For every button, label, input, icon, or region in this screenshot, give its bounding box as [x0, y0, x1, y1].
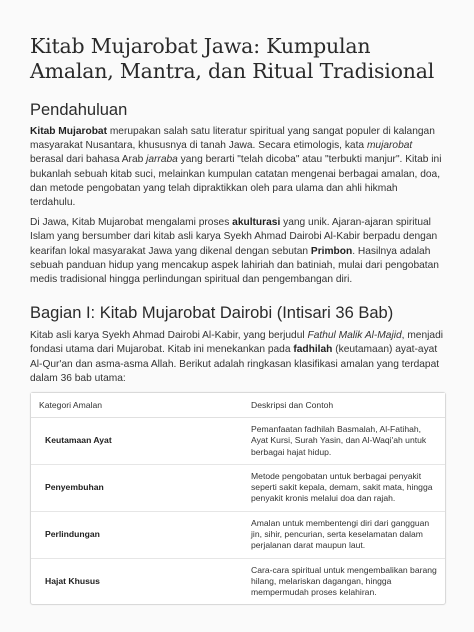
italic-term: jarraba: [146, 154, 178, 166]
table-cell-category: Keutamaan Ayat: [31, 418, 227, 465]
table-header-row: [31, 393, 445, 418]
bold-term: Kitab Mujarobat: [30, 126, 107, 137]
text-run: . Hasilnya adalah sebuah panduan hidup yang mencakup aspek lahiriah dan batiniah, mulai dari pengobatan medis tradisional hingga perlindungan spiritual dan pengembangan diri.: [30, 245, 439, 286]
table-header-description: Deskripsi dan Contoh: [227, 393, 445, 418]
amalan-table: [30, 392, 446, 605]
table-header-category: Kategori Amalan: [31, 393, 227, 418]
table-row: [31, 465, 445, 512]
table-row: [31, 511, 445, 558]
paragraph-bagian-1: [30, 329, 444, 386]
table-cell-description: Pemanfaatan fadhilah Basmalah, Al-Fatihah, Ayat Kursi, Surah Yasin, dan Al-Waqi'ah untuk berbagai hajat hidup.: [227, 418, 445, 465]
text-run: yang berarti "telah dicoba" atau "terbukti manjur". Kitab ini bukanlah sebuah kitab suci, melainkan kumpulan catatan mengenai berbagai amalan, doa, dan metode pengobatan yang telah dipraktikkan oleh para ulama dan ahli hikmah terdahulu.: [30, 154, 442, 209]
bold-term: akulturasi: [232, 217, 281, 229]
table-row: [31, 418, 445, 465]
text-run: merupakan salah satu literatur spiritual yang sangat populer di kalangan masyarakat Nusantara, khususnya di tanah Jawa. Secara etimologis, kata: [30, 126, 435, 152]
text-run: (keutamaan) ayat-ayat Al-Qur'an dan asma-asma Allah. Berikut adalah ringkasan klasifikasi amalan yang terdapat dalam 36 bab utama:: [30, 344, 440, 384]
text-run: Kitab asli karya Syekh Ahmad Dairobi Al-Kabir, yang berjudul: [30, 330, 308, 342]
italic-term: Fathul Malik Al-Majid: [307, 330, 402, 342]
table-cell-description: Amalan untuk membentengi diri dari gangguan jin, sihir, pencurian, serta keselamatan dalam perjalanan darat maupun laut.: [227, 511, 445, 558]
paragraph-pendahuluan-2: [30, 216, 444, 287]
text-run: , menjadi fondasi utama dari Mujarobat. Kitab ini menekankan pada: [30, 330, 443, 356]
text-run: Di Jawa, Kitab Mujarobat mengalami proses: [30, 217, 233, 229]
paragraph-pendahuluan-1: [30, 125, 444, 210]
section-heading-bagian-1: Bagian I: Kitab Mujarobat Dairobi (Intisari 36 Bab): [30, 304, 394, 323]
table-row: [31, 558, 445, 604]
text-run: berasal dari bahasa Arab: [30, 154, 147, 166]
italic-term: mujarobat: [366, 140, 413, 152]
table-cell-description: Cara-cara spiritual untuk mengembalikan barang hilang, melariskan dagangan, hingga mempermudah proses kelahiran.: [251, 564, 437, 598]
bold-term: fadhilah: [293, 344, 333, 356]
document-title: Kitab Mujarobat Jawa: Kumpulan Amalan, Mantra, dan Ritual Tradisional: [30, 34, 435, 83]
table-cell-description: Metode pengobatan untuk berbagai penyakit seperti sakit kepala, demam, sakit mata, hingga penyakit kronis melalui doa dan rajah.: [227, 465, 445, 512]
section-heading-pendahuluan: Pendahuluan: [30, 101, 128, 119]
bold-term: Primbon: [310, 245, 353, 257]
table-cell-category: Penyembuhan: [31, 465, 227, 512]
text-run: yang unik. Ajaran-ajaran spiritual Islam yang bersumber dari kitab asli karya Syekh Ahmad Dairobi Al-Kabir berpadu dengan kearifan lokal masyarakat Jawa yang dikenal dengan sebutan: [30, 217, 438, 257]
table-cell-category: Hajat Khusus: [45, 575, 100, 586]
table-cell-category: Perlindungan: [31, 511, 227, 558]
